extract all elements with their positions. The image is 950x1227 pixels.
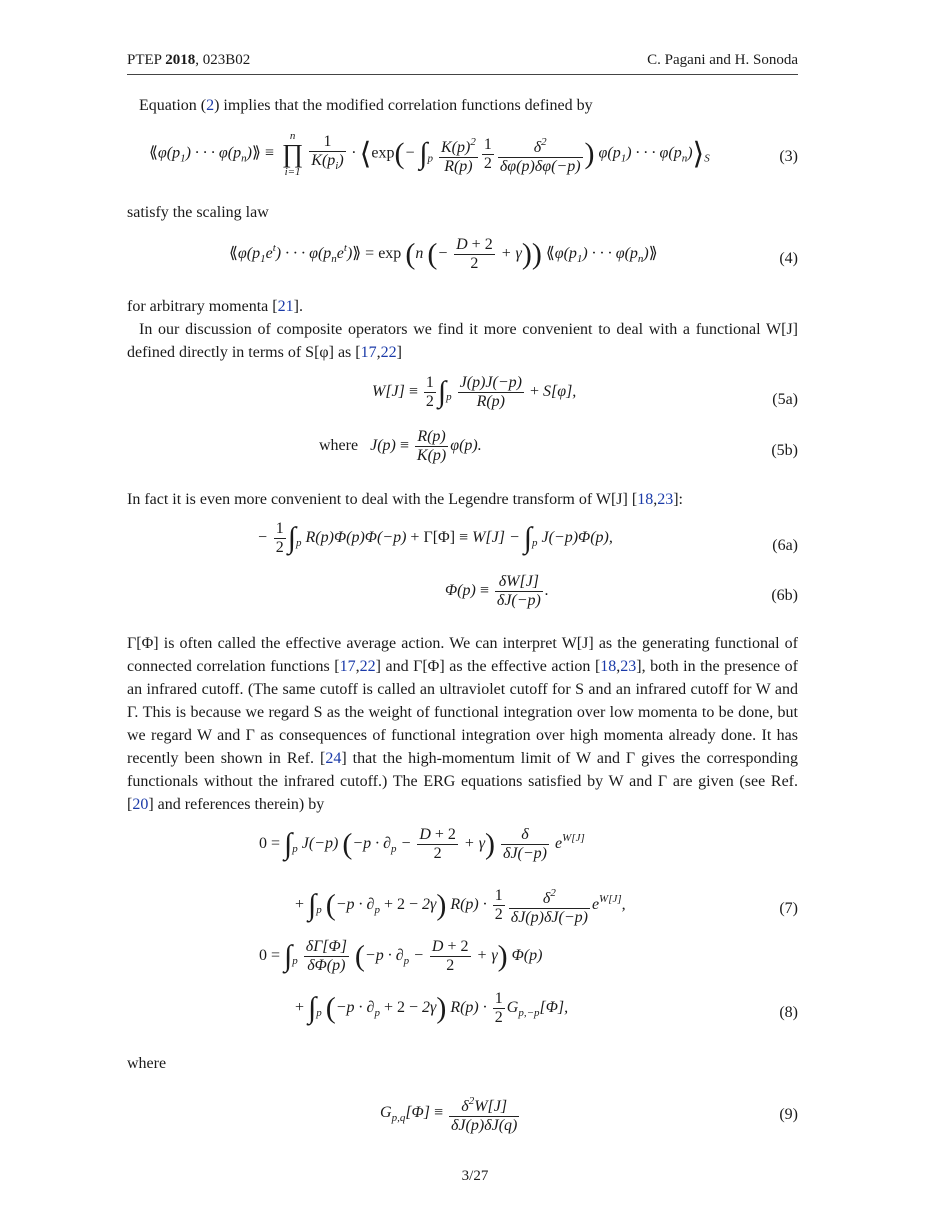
journal-citation: PTEP 2018, 023B02	[127, 52, 251, 68]
equation-7-line-2: + $\int_p$ $(-p \cdot \partial_p + 2 - 2\gamma)$ R(p) · $\frac{1}{2}$ $\frac{\delta^2}{\delta J(p)\delta J(-p)}$ $e^{W[J]}$,	[295, 884, 626, 927]
equation-6b-number: (6b)	[771, 587, 798, 604]
authors: C. Pagani and H. Sonoda	[647, 52, 798, 68]
running-header	[127, 52, 798, 75]
ref-21[interactable]: 21	[277, 298, 294, 315]
equation-8-line-2: + $\int_p$ $(-p \cdot \partial_p + 2 - 2\gamma)$ R(p) · $\frac{1}{2}$ $G_{p,-p}[\Phi]$,	[295, 990, 569, 1026]
equation-6b	[127, 573, 798, 619]
equation-5b-body: where J(p) ≡ $\frac{R(p)}{K(p)}$ φ(p).	[319, 428, 482, 464]
equation-4-body: $⟪\varphi(p_1e^t)$ · · · $\varphi(p_ne^t)⟫ = \exp (n$ (− $\frac{D + 2}{2}$ + γ)) $⟪\varphi(p_1)$ · · · $\varphi(p_n)⟫$	[229, 236, 658, 272]
ref-18b[interactable]: 18	[600, 658, 617, 675]
equation-5a-number: (5a)	[772, 391, 798, 408]
equation-6a-body: − $\frac{1}{2}$ $\int_p$ $R(p)\Phi(p)\Phi(-p) + \Gamma[\Phi] \equiv W[J] - \int_p$ J(−p)Φ(p),	[257, 520, 613, 556]
equation-9-body: $G_{p,q}[\Phi]$ ≡ $\frac{\delta^2W[J]}{\delta J(p)\delta J(q)}$	[380, 1092, 521, 1135]
equation-5a-body: W[J] ≡ $\frac{1}{2}$ $\int_p$ $\frac{J(p)J(-p)}{R(p)}$ + S[φ],	[372, 374, 577, 410]
equation-4	[127, 236, 798, 282]
ref-20[interactable]: 20	[132, 796, 149, 813]
equation-8	[127, 938, 798, 1044]
equation-7-number: (7)	[779, 900, 798, 917]
equation-8-line-1: $0 = \int_p$ $\frac{\delta\Gamma[\Phi]}{\delta\Phi(p)}$ ($-p \cdot \partial_p$ − $\frac{D + 2}{2}$ + γ) Φ(p)	[259, 938, 543, 974]
equation-8-number: (8)	[779, 1004, 798, 1021]
ref-22b[interactable]: 22	[359, 658, 376, 675]
equation-3-number: (3)	[779, 148, 798, 165]
paragraph-4: In our discussion of composite operators we find it more convenient to deal with a functional W[J] defined directly in terms of S[φ] as [17,22]	[127, 321, 798, 361]
equation-9	[127, 1092, 798, 1142]
page-number: 3/27	[461, 1168, 489, 1184]
paragraph-2: satisfy the scaling law	[127, 204, 269, 221]
paragraph-7: where	[127, 1055, 167, 1072]
equation-5a	[127, 374, 798, 422]
equation-6a-number: (6a)	[772, 537, 798, 554]
paragraph-5: In fact it is even more convenient to deal with the Legendre transform of W[J] [18,23]:	[127, 491, 683, 508]
ref-17b[interactable]: 17	[339, 658, 356, 675]
where-label: where	[319, 437, 359, 455]
equation-3-body: $⟪\varphi(p_1)$ · · · $\varphi(p_n)⟫$ ≡ n ∏ i=1 $\frac{1}{K(p_i)}$ · ⟨exp(− $\int_p$ $\frac{K(p)^2}{R(p)}$ $\frac{1}{2}$ $\frac{\delta^2}{\delta\varphi(p)\delta\varphi(-p)}$ ) $\varphi(p_1)$ · · · $\varphi(p_n)⟩_S$	[149, 130, 710, 178]
equation-9-number: (9)	[779, 1106, 798, 1123]
equation-6b-body: Φ(p) ≡ $\frac{\delta W[J]}{\delta J(-p)}$ .	[445, 573, 549, 609]
equation-5b	[127, 428, 798, 474]
ref-22[interactable]: 22	[380, 344, 397, 361]
ref-23[interactable]: 23	[657, 491, 674, 508]
eq-ref-2[interactable]: 2	[206, 97, 215, 114]
equation-4-number: (4)	[779, 250, 798, 267]
paragraph-6: Γ[Φ] is often called the effective average action. We can interpret W[J] as the generating functional of connected correlation functions [17,22] and Γ[Φ] as the effective action [18,23], both in the presence of an infrared cutoff. (The same cutoff is called an ultraviolet cutoff for S and an infrared cutoff for W and Γ. This is because we regard S as the weight of functional integration over low momenta to be done, but we regard W and Γ as consequences of functional integration over high momenta already done. It has recently been shown in Ref. [24] that the high-momentum limit of W and Γ gives the corresponding functionals without the infrared cutoff.) The ERG equations satisfied by W and Γ are given (see Ref. [20] and references therein) by	[127, 635, 798, 813]
ref-23b[interactable]: 23	[620, 658, 637, 675]
ref-18[interactable]: 18	[637, 491, 654, 508]
ref-24[interactable]: 24	[325, 750, 342, 767]
equation-6a	[127, 520, 798, 568]
equation-7-line-1: $0 = \int_p$ J(−p) ($-p \cdot \partial_p$ − $\frac{D + 2}{2}$ + γ) $\frac{\delta}{\delta J(-p)}$ $e^{W[J]}$	[259, 826, 585, 862]
paragraph-1: Equation (2) implies that the modified correlation functions defined by	[139, 97, 593, 114]
ref-17[interactable]: 17	[360, 344, 377, 361]
paragraph-3: for arbitrary momenta [21].	[127, 298, 303, 315]
equation-3	[127, 130, 798, 190]
equation-5b-number: (5b)	[771, 442, 798, 459]
